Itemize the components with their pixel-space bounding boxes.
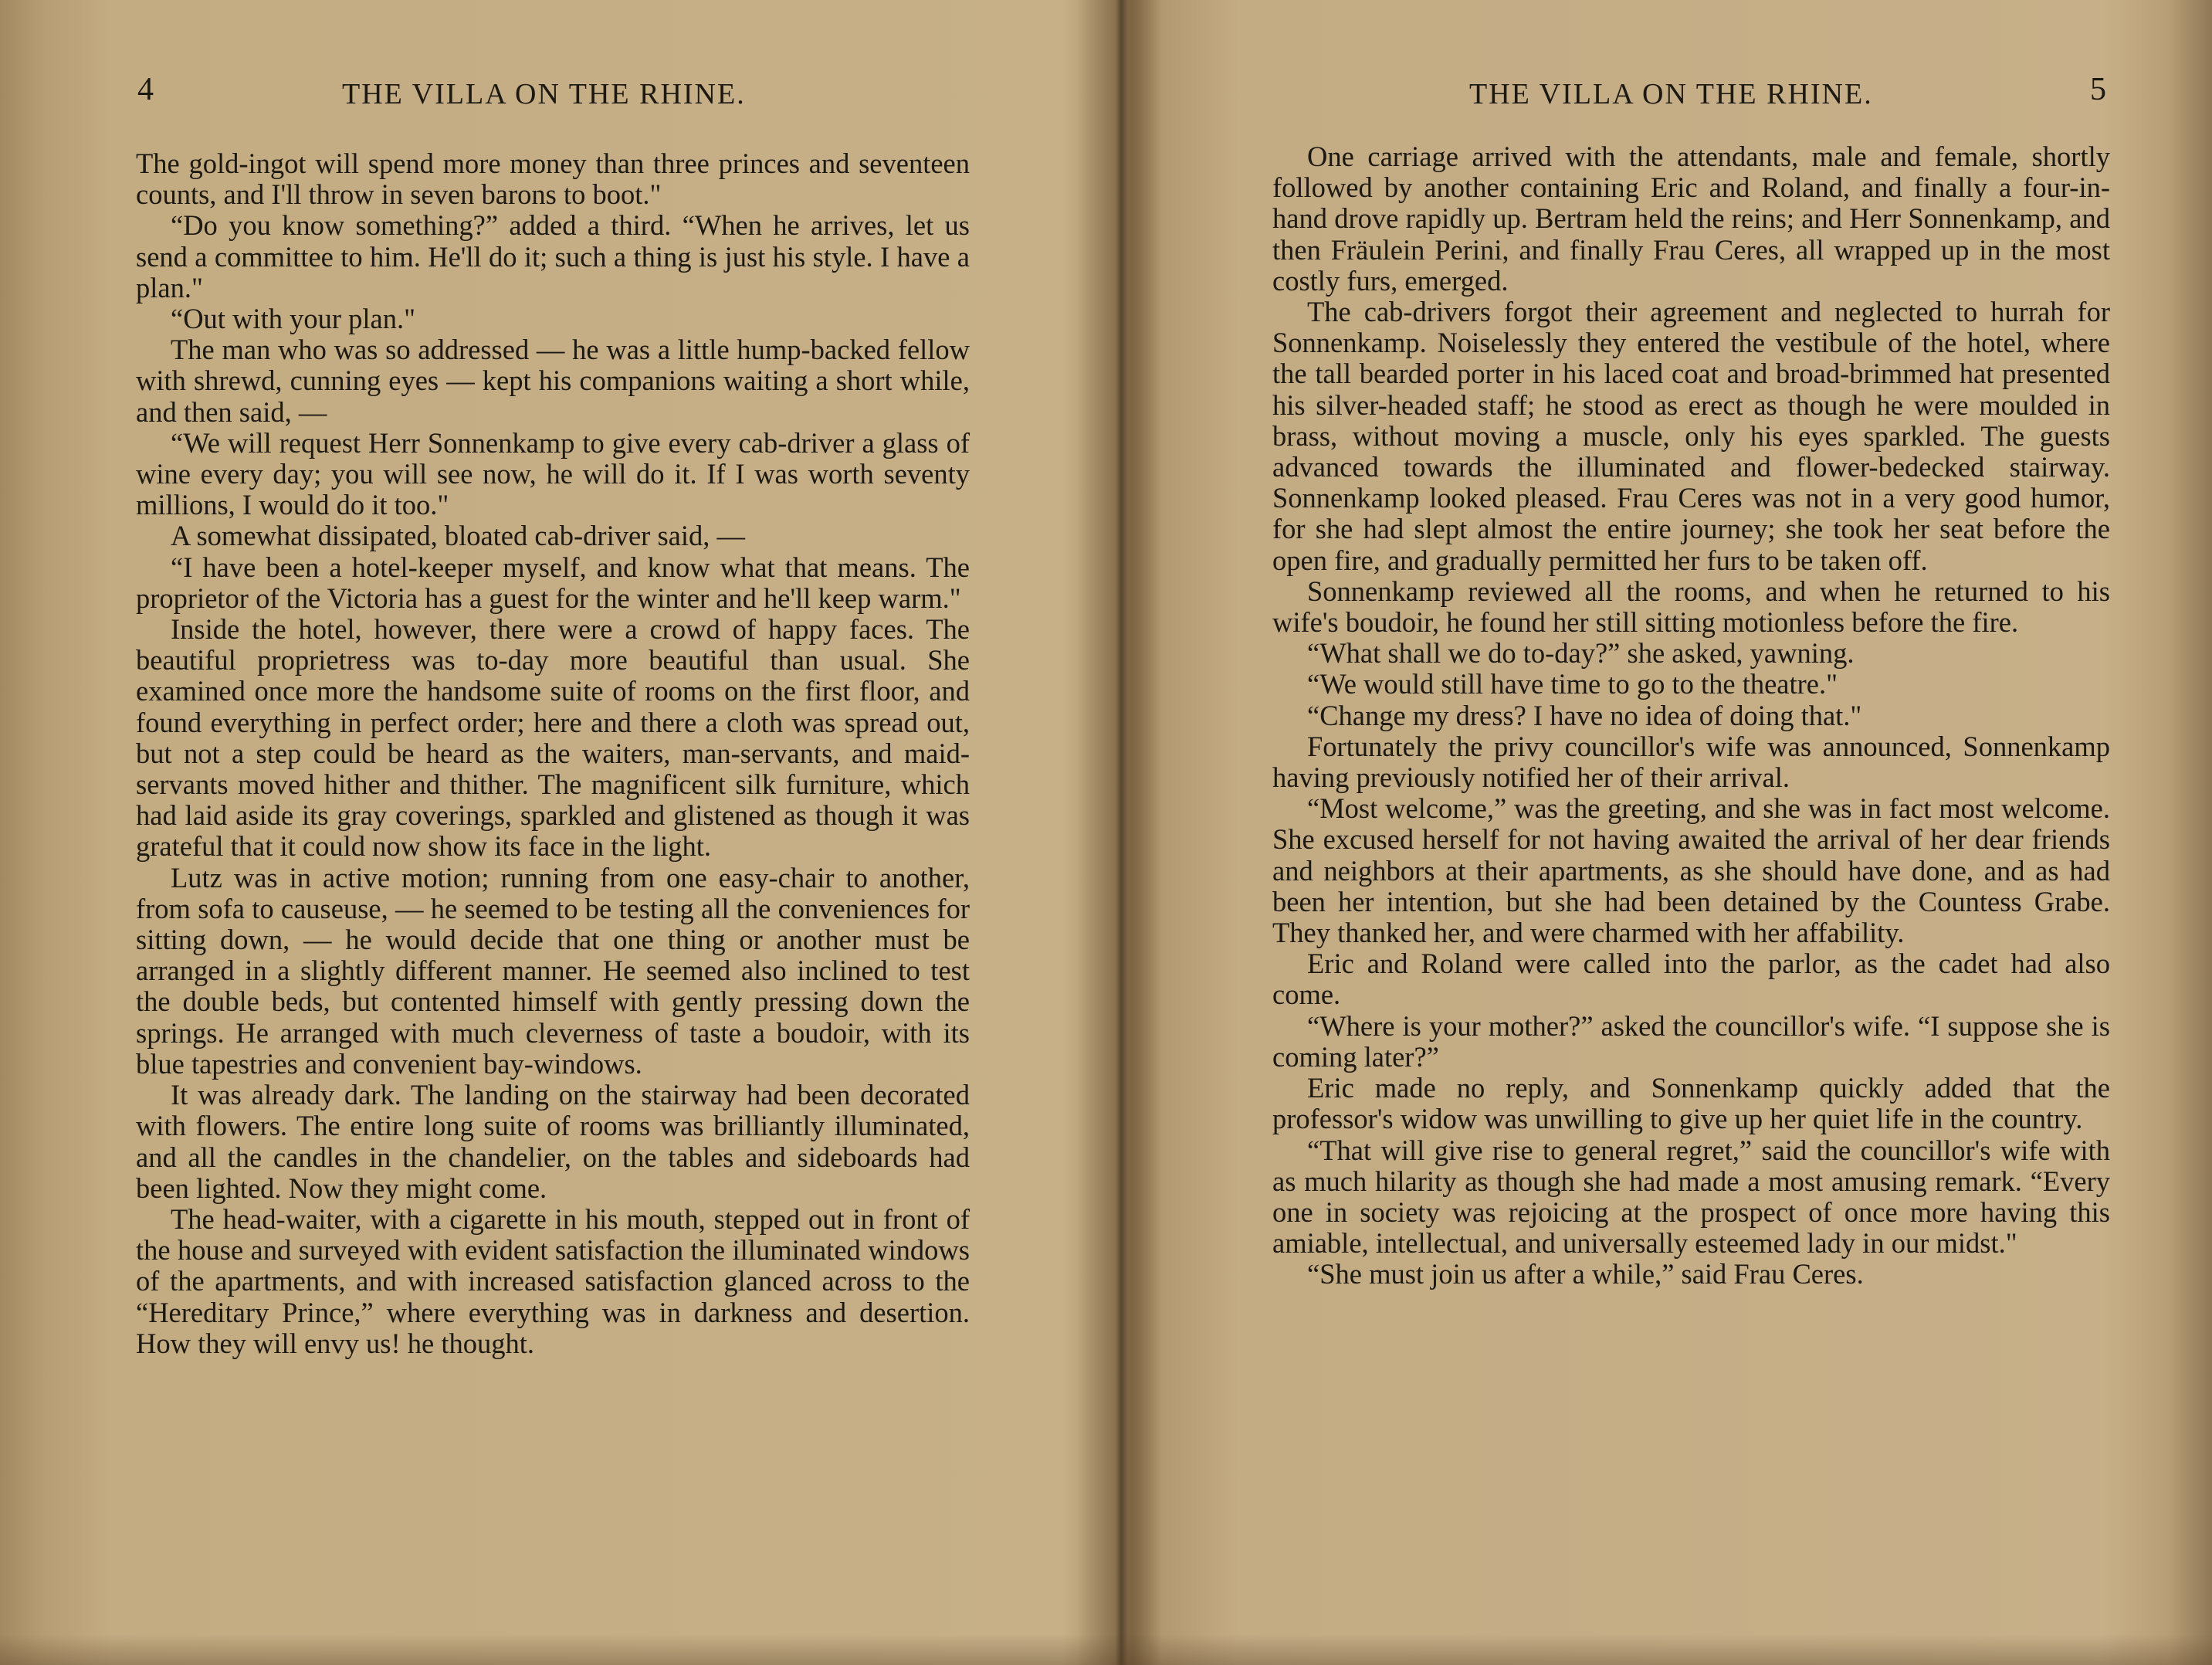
paragraph: “What shall we do to-day?” she asked, yawning. (1307, 637, 1855, 670)
paragraph: Inside the hotel, however, there were a crowd of happy faces. The beautiful proprietress was to-day more beautiful than usual. She examined once more the handsome suite of rooms on the first floor, and found everything in perfect order; here and there a cloth was spread out, but not a step could be heard as the waiters, man-servants, and maid-servants moved hither and thither. The magnificent silk furniture, which had laid aside its gray coverings, sparkled and glistened as though it was grateful that it could now show its face in the light. (136, 613, 970, 863)
paragraph: The man who was so addressed — he was a little hump-backed fellow with shrewd, cunning eyes — kept his companions waiting a short while, and then said, — (136, 334, 970, 428)
page-number: 4 (137, 72, 154, 107)
paragraph: “She must join us after a while,” said Frau Ceres. (1307, 1258, 1864, 1290)
paragraph: “Most welcome,” was the greeting, and she was in fact most welcome. She excused herself for not having awaited the arrival of her dear friends and neighbors at their apartments, as she should have done, and as had been her intention, but she had been detained by the Countess Grabe. They thanked her, and were charmed with her affability. (1272, 792, 2110, 949)
paragraph: Fortunately the privy councillor's wife was announced, Sonnenkamp having previously notified her of their arrival. (1272, 730, 2110, 794)
paragraph: “Change my dress? I have no idea of doing that." (1307, 699, 1862, 731)
paragraph: “That will give rise to general regret,” said the councillor's wife with as much hilarity as though she had made a most amusing remark. “Every one in society was rejoicing at the prospect of once more having this amiable, intellectual, and universally esteemed lady in our midst." (1272, 1134, 2110, 1260)
running-head: THE VILLA ON THE RHINE. (342, 78, 746, 110)
paragraph: Eric and Roland were called into the parlor, as the cadet had also come. (1272, 948, 2110, 1011)
paragraph: A somewhat dissipated, bloated cab-driver said, — (171, 520, 746, 552)
paragraph: “Do you know something?” added a third. “When he arrives, let us send a committee to him. He'll do it; such a thing is just his style. I have a plan." (136, 209, 970, 303)
page-body (1272, 141, 2110, 1290)
paragraph: One carriage arrived with the attendants, male and female, shortly followed by another containing Eric and Roland, and finally a four-in-hand drove rapidly up. Bertram held the reins; and Herr Sonnenkamp, and then Fräulein Perini, and finally Frau Ceres, all wrapped up in the most costly furs, emerged. (1272, 141, 2110, 297)
paragraph: Lutz was in active motion; running from one easy-chair to another, from sofa to causeuse, — he seemed to be testing all the conveniences for sitting down, — he would decide that one thing or another must be arranged in a slightly different manner. He seemed also inclined to test the double beds, but contented himself with gently pressing down the springs. He arranged with much cleverness of taste a boudoir, with its blue tapestries and convenient bay-windows. (136, 861, 970, 1080)
paragraph: Sonnenkamp reviewed all the rooms, and when he returned to his wife's boudoir, he found her still sitting motionless before the fire. (1272, 575, 2110, 639)
paragraph: The cab-drivers forgot their agreement and neglected to hurrah for Sonnenkamp. Noiselessly they entered the vestibule of the hotel, where the tall bearded porter in his laced coat and broad-brimmed hat presented his silver-headed staff; he stood as erect as though he were moulded in brass, without moving a muscle, only his eyes sparkled. The guests advanced towards the illuminated and flower-bedecked stairway. Sonnenkamp looked pleased. Frau Ceres was not in a very good humor, for she had slept almost the entire journey; she took her seat before the open fire, and gradually permitted her furs to be taken off. (1272, 296, 2110, 576)
page-number: 5 (2090, 72, 2106, 107)
paragraph: “We will request Herr Sonnenkamp to give every cab-driver a glass of wine every day; you will see now, he will do it. If I was worth seventy millions, I would do it too." (136, 426, 970, 521)
page-bottom-edge (0, 1634, 2212, 1665)
paragraph: “Where is your mother?” asked the councillor's wife. “I suppose she is coming later?” (1272, 1009, 2110, 1073)
page-body (136, 148, 970, 1359)
paragraph: Eric made no reply, and Sonnenkamp quickly added that the professor's widow was unwilling to give up her quiet life in the country. (1272, 1072, 2110, 1135)
running-head: THE VILLA ON THE RHINE. (1469, 78, 1873, 110)
paragraph: The head-waiter, with a cigarette in his mouth, stepped out in front of the house and surveyed with evident satisfaction the illuminated windows of the apartments, and with increased satisfaction glanced across to the “Hereditary Prince,” where everything was in darkness and desertion. How they will envy us! he thought. (136, 1202, 970, 1359)
paragraph: “We would still have time to go to the theatre." (1307, 668, 1838, 700)
right-page (1116, 0, 2212, 1665)
paragraph: The gold-ingot will spend more money than three princes and seventeen counts, and I'll throw in seven barons to boot." (136, 148, 970, 211)
paragraph: “Out with your plan." (171, 303, 415, 335)
paragraph: “I have been a hotel-keeper myself, and know what that means. The proprietor of the Victoria has a guest for the winter and he'll keep warm." (136, 551, 970, 614)
paragraph: It was already dark. The landing on the stairway had been decorated with flowers. The entire long suite of rooms was brilliantly illuminated, and all the candles in the chandelier, on the tables and sideboards had been lighted. Now they might come. (136, 1079, 970, 1204)
